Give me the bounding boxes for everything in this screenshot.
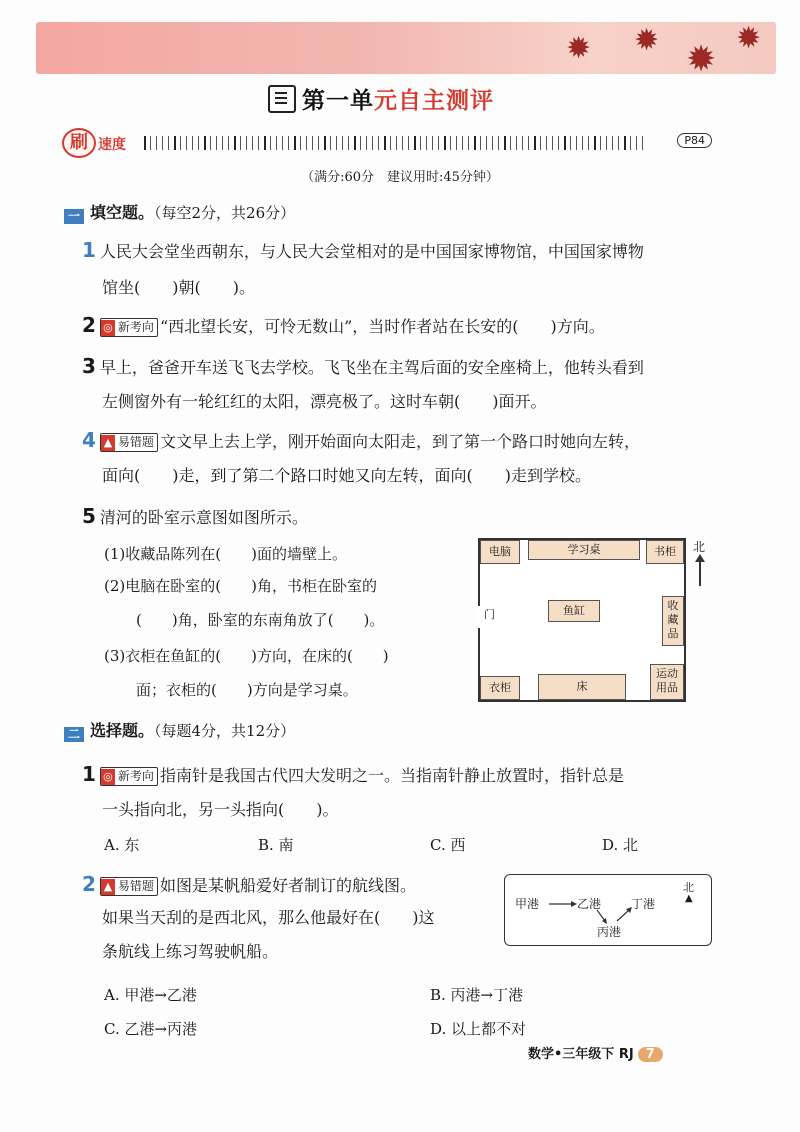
score-info: （满分:60分 建议用时:45分钟）	[301, 170, 499, 185]
new-direction-tag: ◎ 新考向	[100, 767, 158, 786]
title-text: 第一单元自主测评	[302, 88, 494, 114]
speed-badge: 刷	[62, 128, 96, 158]
question-5-sub1: (1)收藏品陈列在( )面的墙壁上。	[104, 545, 347, 563]
new-direction-tag: ◎ 新考向	[100, 318, 158, 337]
question-4-line1: 4 ▲ 易错题 文文早上去上学，刚开始面向太阳走，到了第一个路口时她向左转，	[82, 428, 640, 452]
door-label: 门	[484, 608, 495, 621]
maple-leaf-icon: ✹	[736, 21, 762, 56]
maple-leaf-icon: ✹	[634, 23, 660, 58]
choice-1-line1: 1 ◎ 新考向 指南针是我国古代四大发明之一。当指南针静止放置时，指针总是	[82, 762, 624, 786]
choice-2-line2: 如果当天刮的是西北风，那么他最好在( )这	[102, 908, 435, 927]
question-5-sub2b: ( )角，卧室的东南角放了( )。	[136, 611, 385, 629]
answer-page-ref: P84	[677, 133, 712, 148]
header-banner	[36, 21, 776, 80]
choice-1-option-c[interactable]: C. 西	[430, 836, 466, 854]
choice-1-option-a[interactable]: A. 东	[104, 836, 140, 854]
speed-bar	[62, 128, 712, 156]
north-label: 北	[693, 540, 706, 554]
collection-box: 收藏品	[662, 596, 684, 646]
warning-icon: ▲	[101, 435, 115, 451]
bed-box: 床	[538, 674, 626, 700]
speed-ruler	[144, 136, 644, 150]
port-ding: 丁港	[631, 897, 656, 911]
port-yi: 乙港	[577, 897, 602, 911]
door-gap	[478, 606, 482, 628]
north-arrow-icon: ▲	[685, 893, 693, 904]
choice-2-line1: 2 ▲ 易错题 如图是某帆船爱好者制订的航线图。	[82, 872, 416, 896]
port-jia: 甲港	[515, 897, 540, 911]
wardrobe-box: 衣柜	[480, 676, 520, 700]
tag-icon: ◎	[101, 769, 115, 785]
question-5-sub3a: (3)衣柜在鱼缸的( )方向，在床的( )	[104, 647, 389, 665]
choice-2-option-d[interactable]: D. 以上都不对	[430, 1020, 527, 1038]
fishtank-box: 鱼缸	[548, 600, 600, 622]
maple-leaf-icon: ✹	[566, 31, 592, 66]
north-arrow-icon	[699, 556, 701, 586]
section-mark: 二	[64, 727, 84, 742]
section-mark: 一	[64, 209, 84, 224]
question-1-line2: 馆坐( )朝( )。	[102, 278, 255, 297]
error-prone-tag: ▲ 易错题	[100, 877, 158, 896]
question-2: 2 ◎ 新考向 “西北望长安，可怜无数山”，当时作者站在长安的( )方向。	[82, 313, 605, 337]
choice-2-option-b[interactable]: B. 丙港→丁港	[430, 986, 524, 1004]
question-5-sub2a: (2)电脑在卧室的( )角，书柜在卧室的	[104, 577, 377, 595]
page-number: 7	[638, 1047, 663, 1062]
choice-1-option-b[interactable]: B. 南	[258, 836, 294, 854]
choice-2-option-c[interactable]: C. 乙港→丙港	[104, 1020, 198, 1038]
sailing-route-diagram	[504, 874, 712, 946]
footer-subject: 数学•三年级下 RJ	[528, 1047, 634, 1062]
bedroom-diagram	[478, 538, 686, 702]
choice-2-option-a[interactable]: A. 甲港→乙港	[104, 986, 197, 1004]
computer-box: 电脑	[480, 540, 520, 564]
port-bing: 丙港	[597, 925, 622, 939]
question-5-sub3b: 面；衣柜的( )方向是学习桌。	[136, 681, 358, 699]
choice-1-line2: 一头指向北，另一头指向( )。	[102, 800, 339, 819]
question-1-line1: 1 人民大会堂坐西朝东，与人民大会堂相对的是中国国家博物馆，中国国家博物	[82, 238, 644, 262]
question-3-line1: 3 早上，爸爸开车送飞飞去学校。飞飞坐在主驾后面的安全座椅上，他转头看到	[82, 354, 644, 378]
speed-label: 速度	[98, 137, 126, 153]
choice-2-line3: 条航线上练习驾驶帆船。	[102, 942, 279, 961]
question-3-line2: 左侧窗外有一轮红红的太阳，漂亮极了。这时车朝( )面开。	[102, 392, 547, 411]
page-footer	[528, 1043, 663, 1062]
section-choice-heading: 二 选择题。（每题4分，共12分）	[64, 718, 295, 742]
section-fill-blank-heading: 一 填空题。（每空2分，共26分）	[64, 200, 295, 224]
route-north-label: 北	[683, 881, 694, 894]
book-icon	[268, 85, 296, 113]
error-prone-tag: ▲ 易错题	[100, 433, 158, 452]
tag-icon: ◎	[101, 320, 115, 336]
bookcase-box: 书柜	[646, 540, 684, 564]
sports-box: 运动用品	[650, 664, 684, 700]
question-4-line2: 面向( )走，到了第二个路口时她又向左转，面向( )走到学校。	[102, 466, 591, 485]
choice-1-option-d[interactable]: D. 北	[602, 836, 639, 854]
page-title	[268, 82, 494, 115]
warning-icon: ▲	[101, 879, 115, 895]
maple-leaf-icon: ✹	[686, 39, 717, 80]
question-5-intro: 5 清河的卧室示意图如图所示。	[82, 504, 308, 528]
desk-box: 学习桌	[528, 540, 640, 560]
